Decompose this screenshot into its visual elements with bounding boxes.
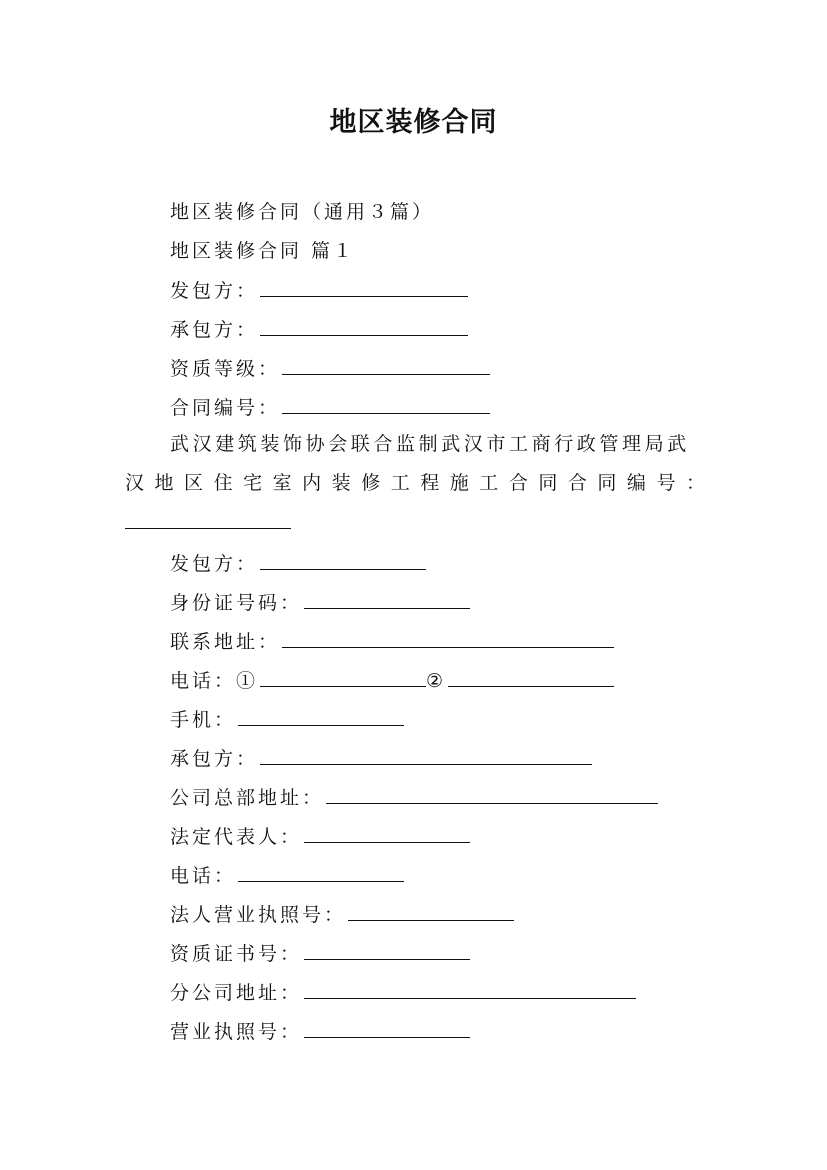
field-contractor-2: [170, 744, 592, 773]
field-label: 发包方：: [170, 280, 259, 302]
field-hq-address: [170, 783, 658, 812]
paragraph-row: 武汉建筑装饰协会联合监制武汉市工商行政管理局武: [170, 433, 690, 455]
field-phone: [170, 666, 614, 695]
section-heading: [170, 237, 355, 265]
header-paragraph: [125, 430, 705, 547]
field-label: 法定代表人：: [170, 826, 303, 848]
fill-blank[interactable]: [282, 354, 490, 375]
fill-blank[interactable]: [304, 588, 470, 609]
fill-blank[interactable]: [125, 508, 291, 529]
field-qualification-level: [170, 354, 490, 383]
field-label: 资质证书号：: [170, 943, 303, 965]
field-mobile: [170, 705, 404, 734]
field-label: 公司总部地址：: [170, 787, 325, 809]
fill-blank[interactable]: [260, 744, 592, 765]
fill-blank[interactable]: [260, 549, 426, 570]
field-contractor: [170, 315, 468, 344]
field-phone-2: [170, 861, 404, 890]
paragraph-row: 汉 地 区 住 宅 室 内 装 修 工 程 施 工 合 同 合 同 编 号 ：: [125, 472, 705, 494]
subtitle-text: 地区装修合同（通用３篇）: [170, 201, 435, 223]
fill-blank[interactable]: [282, 627, 614, 648]
field-employer-2: [170, 549, 426, 578]
fill-blank[interactable]: [238, 861, 404, 882]
fill-blank[interactable]: [304, 822, 470, 843]
field-label: 合同编号：: [170, 397, 281, 419]
fill-blank[interactable]: [238, 705, 404, 726]
field-contract-number: [170, 393, 490, 422]
field-label: 法人营业执照号：: [170, 904, 347, 926]
section-heading-text: 地区装修合同 篇１: [170, 240, 356, 262]
phone-1-marker: ①: [236, 670, 259, 692]
document-title: 地区装修合同: [329, 107, 498, 138]
fill-blank[interactable]: [304, 978, 636, 999]
phone-2-marker: ②: [426, 670, 447, 692]
fill-blank[interactable]: [304, 939, 470, 960]
fill-blank[interactable]: [326, 783, 658, 804]
field-employer: [170, 276, 468, 305]
fill-blank[interactable]: [348, 900, 514, 921]
fill-blank[interactable]: [260, 276, 468, 297]
field-label: 营业执照号：: [170, 1021, 303, 1043]
fill-blank[interactable]: [260, 666, 426, 687]
field-label: 联系地址：: [170, 631, 281, 653]
field-contact-address: [170, 627, 614, 656]
field-branch-address: [170, 978, 636, 1007]
field-label: 电话：: [170, 670, 237, 692]
field-label: 承包方：: [170, 748, 259, 770]
field-label: 手机：: [170, 709, 237, 731]
field-label: 分公司地址：: [170, 982, 303, 1004]
field-label: 资质等级：: [170, 358, 281, 380]
field-label: 发包方：: [170, 553, 259, 575]
fill-blank[interactable]: [448, 666, 614, 687]
field-label: 承包方：: [170, 319, 259, 341]
fill-blank[interactable]: [260, 315, 468, 336]
paragraph-row: [125, 508, 705, 547]
field-business-license: [170, 900, 514, 929]
field-id-number: [170, 588, 470, 617]
fill-blank[interactable]: [282, 393, 490, 414]
field-qualification-cert: [170, 939, 470, 968]
subtitle-line: [170, 198, 434, 226]
field-label: 身份证号码：: [170, 592, 303, 614]
field-license-number: [170, 1017, 470, 1046]
field-legal-rep: [170, 822, 470, 851]
field-label: 电话：: [170, 865, 237, 887]
fill-blank[interactable]: [304, 1017, 470, 1038]
